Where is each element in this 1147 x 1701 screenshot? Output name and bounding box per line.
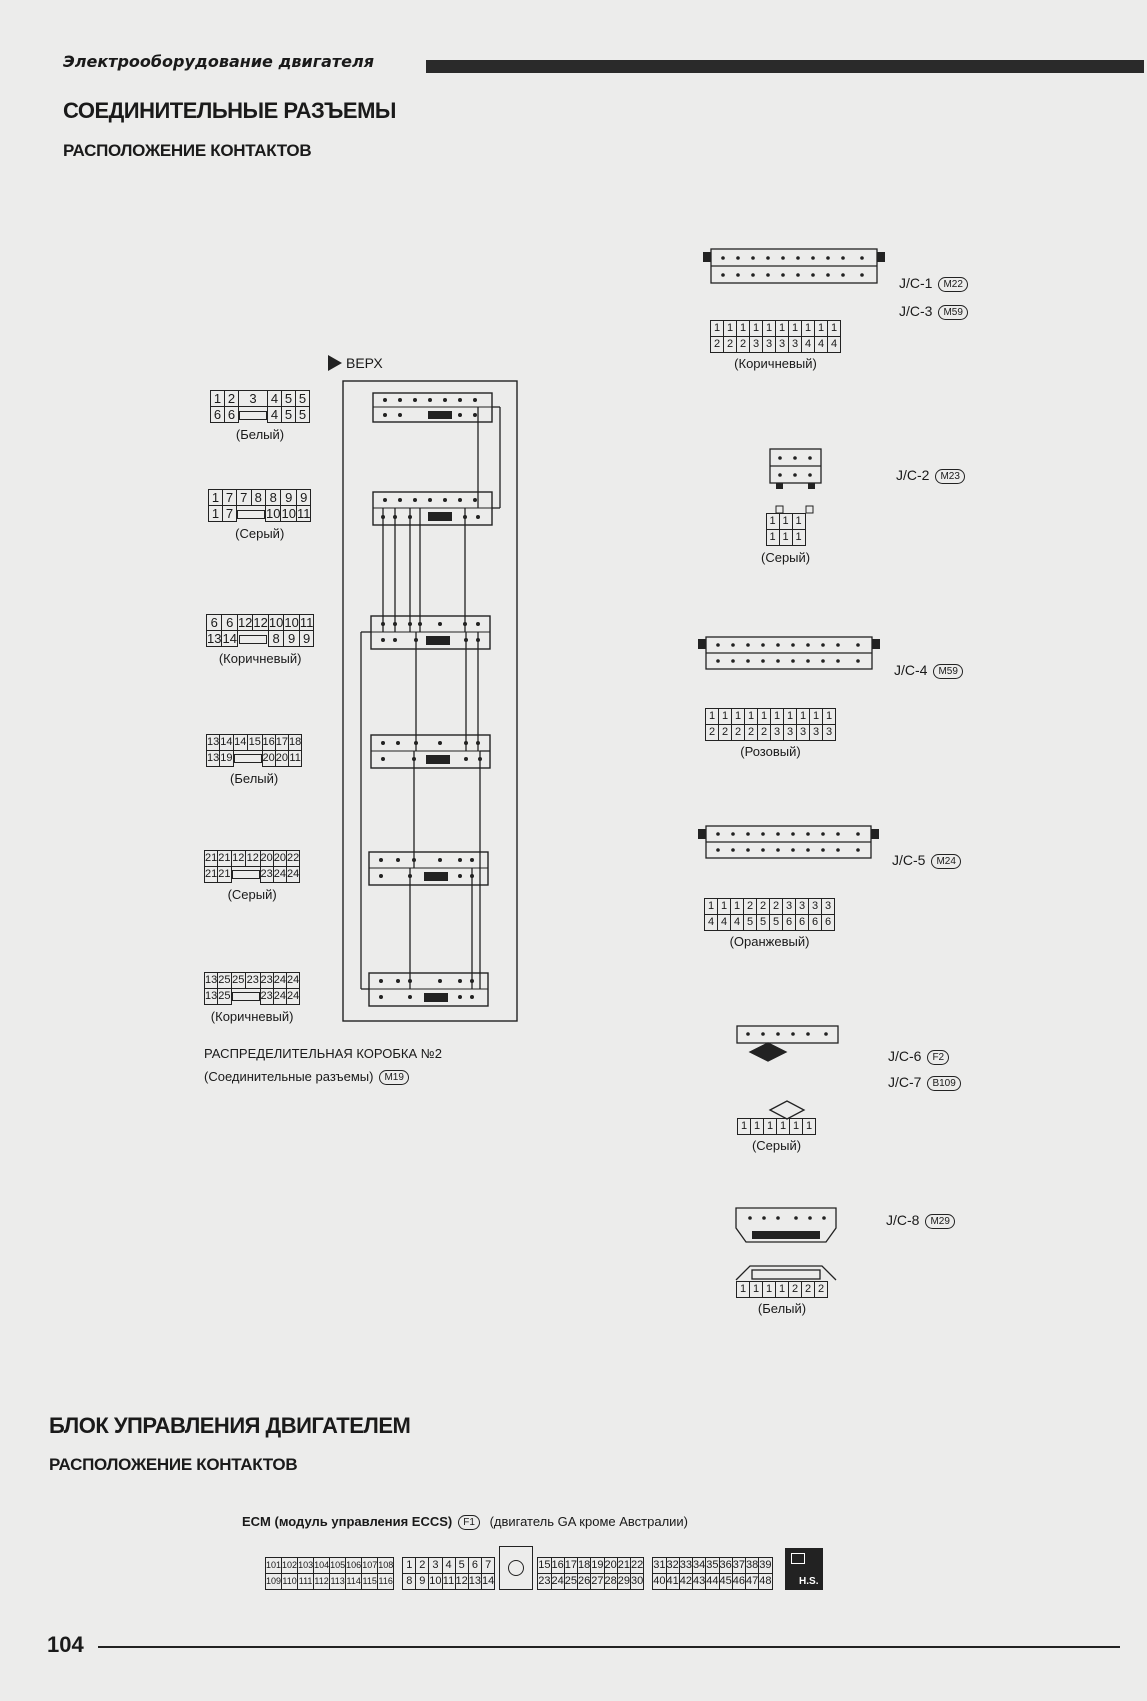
jc8-pin-table: 1 1 1 1 2 2 2 (Белый) (736, 1281, 828, 1316)
ecm-connector (265, 1546, 823, 1590)
pin-grid: 21 21 12 12 20 20 22 21 21 23 24 24 (204, 850, 300, 883)
section-title-ecm: БЛОК УПРАВЛЕНИЯ ДВИГАТЕЛЕМ (49, 1413, 411, 1438)
connector-color: (Оранжевый) (729, 934, 810, 949)
pin-grid: 1 2 3 4 5 5 6 6 4 5 5 (210, 390, 310, 423)
connector-color: (Коричневый) (218, 651, 302, 666)
ecm-block-3: 15 16 17 18 19 20 21 22 23 24 25 26 27 28 29 30 (537, 1557, 644, 1590)
jc2-pin-table: 1 1 1 1 1 1 (Серый) (761, 515, 811, 565)
connector-color: (Серый) (235, 526, 285, 541)
connector-color: (Розовый) (740, 744, 801, 759)
pin-grid: 13 25 25 23 23 24 24 13 25 23 24 24 (204, 972, 300, 1005)
ecm-key-circle-icon (508, 1560, 524, 1576)
jc1-pin-table: 1 1 1 1 1 1 1 1 1 1 2 2 2 3 3 3 3 4 4 4 (Коричневый) (710, 320, 841, 371)
connector-color: (Коричневый) (210, 1009, 294, 1024)
pin-grid: 13 14 14 15 16 17 18 13 19 20 20 11 (206, 734, 302, 767)
jc6-key (750, 1043, 786, 1061)
jc4-pin-table: 1 1 1 1 1 1 1 1 1 1 2 2 2 2 2 3 3 3 3 3 (Розовый) (705, 708, 836, 759)
page-number: 104 (47, 1632, 84, 1657)
connector-color: (Серый) (751, 1138, 802, 1153)
ecm-caption: ECM (модуль управления ECCS) F1 (двигатель GA кроме Австралии) (242, 1514, 689, 1529)
jc6-pin-table: 1 1 1 1 1 1 (Серый) (737, 1118, 816, 1153)
jc6-label: J/C-6 F2 (888, 1048, 949, 1065)
jc8-shell (736, 1266, 836, 1280)
jc5-label: J/C-5 M24 (892, 852, 961, 869)
junction-box-frame (343, 381, 517, 1021)
ecm-key-tab (499, 1546, 533, 1590)
connector-color: (Белый) (757, 1301, 807, 1316)
jc4-label: J/C-4 M59 (894, 662, 963, 679)
connector-color: (Коричневый) (734, 356, 817, 371)
hs-connector-icon: H.S. (785, 1548, 823, 1590)
pin-grid: 6 6 12 12 10 10 11 13 14 8 9 9 (207, 615, 314, 646)
jc7-label: J/C-7 B109 (888, 1074, 961, 1091)
ecm-block-2: 1 2 3 4 5 6 7 8 9 10 11 12 13 14 (402, 1557, 495, 1590)
section-subtitle-ecm: РАСПОЛОЖЕНИЕ КОНТАКТОВ (49, 1455, 298, 1474)
footer-rule (98, 1646, 1120, 1648)
section-header: Электрооборудование двигателя (63, 52, 374, 71)
jc2-label: J/C-2 M23 (896, 467, 965, 484)
jc5-pin-table: 1 1 1 2 2 2 3 3 3 3 4 4 4 5 5 5 6 6 6 6 (Оранжевый) (704, 898, 835, 949)
jc1-label: J/C-1 M22 (899, 275, 968, 292)
ecm-block-4: 31 32 33 34 35 36 37 38 39 40 41 42 43 44 45 46 47 48 (652, 1557, 772, 1590)
jc8-label: J/C-8 M29 (886, 1212, 955, 1229)
ecm-block-1: 101 102 103 104 105 106 107 108 109 110 111 112 113 114 115 116 (265, 1557, 394, 1590)
connector-color: (Серый) (761, 550, 811, 565)
connector-color: (Серый) (227, 887, 277, 902)
connector-color: (Белый) (235, 427, 285, 442)
junction-box-label: РАСПРЕДЕЛИТЕЛЬНАЯ КОРОБКА №2 (204, 1046, 442, 1061)
jc3-label: J/C-3 M59 (899, 303, 968, 320)
jc7-key (770, 1101, 804, 1119)
connector-code-badge: M19 (379, 1070, 408, 1085)
connector-color: (Белый) (230, 771, 279, 786)
page-title: СОЕДИНИТЕЛЬНЫЕ РАЗЪЕМЫ (63, 98, 396, 123)
connector-code-badge: F1 (458, 1515, 480, 1530)
pin-grid: 1 7 7 8 8 9 9 1 7 10 10 11 (208, 489, 311, 522)
page-subtitle: РАСПОЛОЖЕНИЕ КОНТАКТОВ (63, 141, 312, 160)
junction-box-sublabel: (Соединительные разъемы) M19 (204, 1069, 409, 1085)
top-marker: ВЕРХ (328, 355, 383, 371)
jc6-face (737, 1026, 838, 1043)
